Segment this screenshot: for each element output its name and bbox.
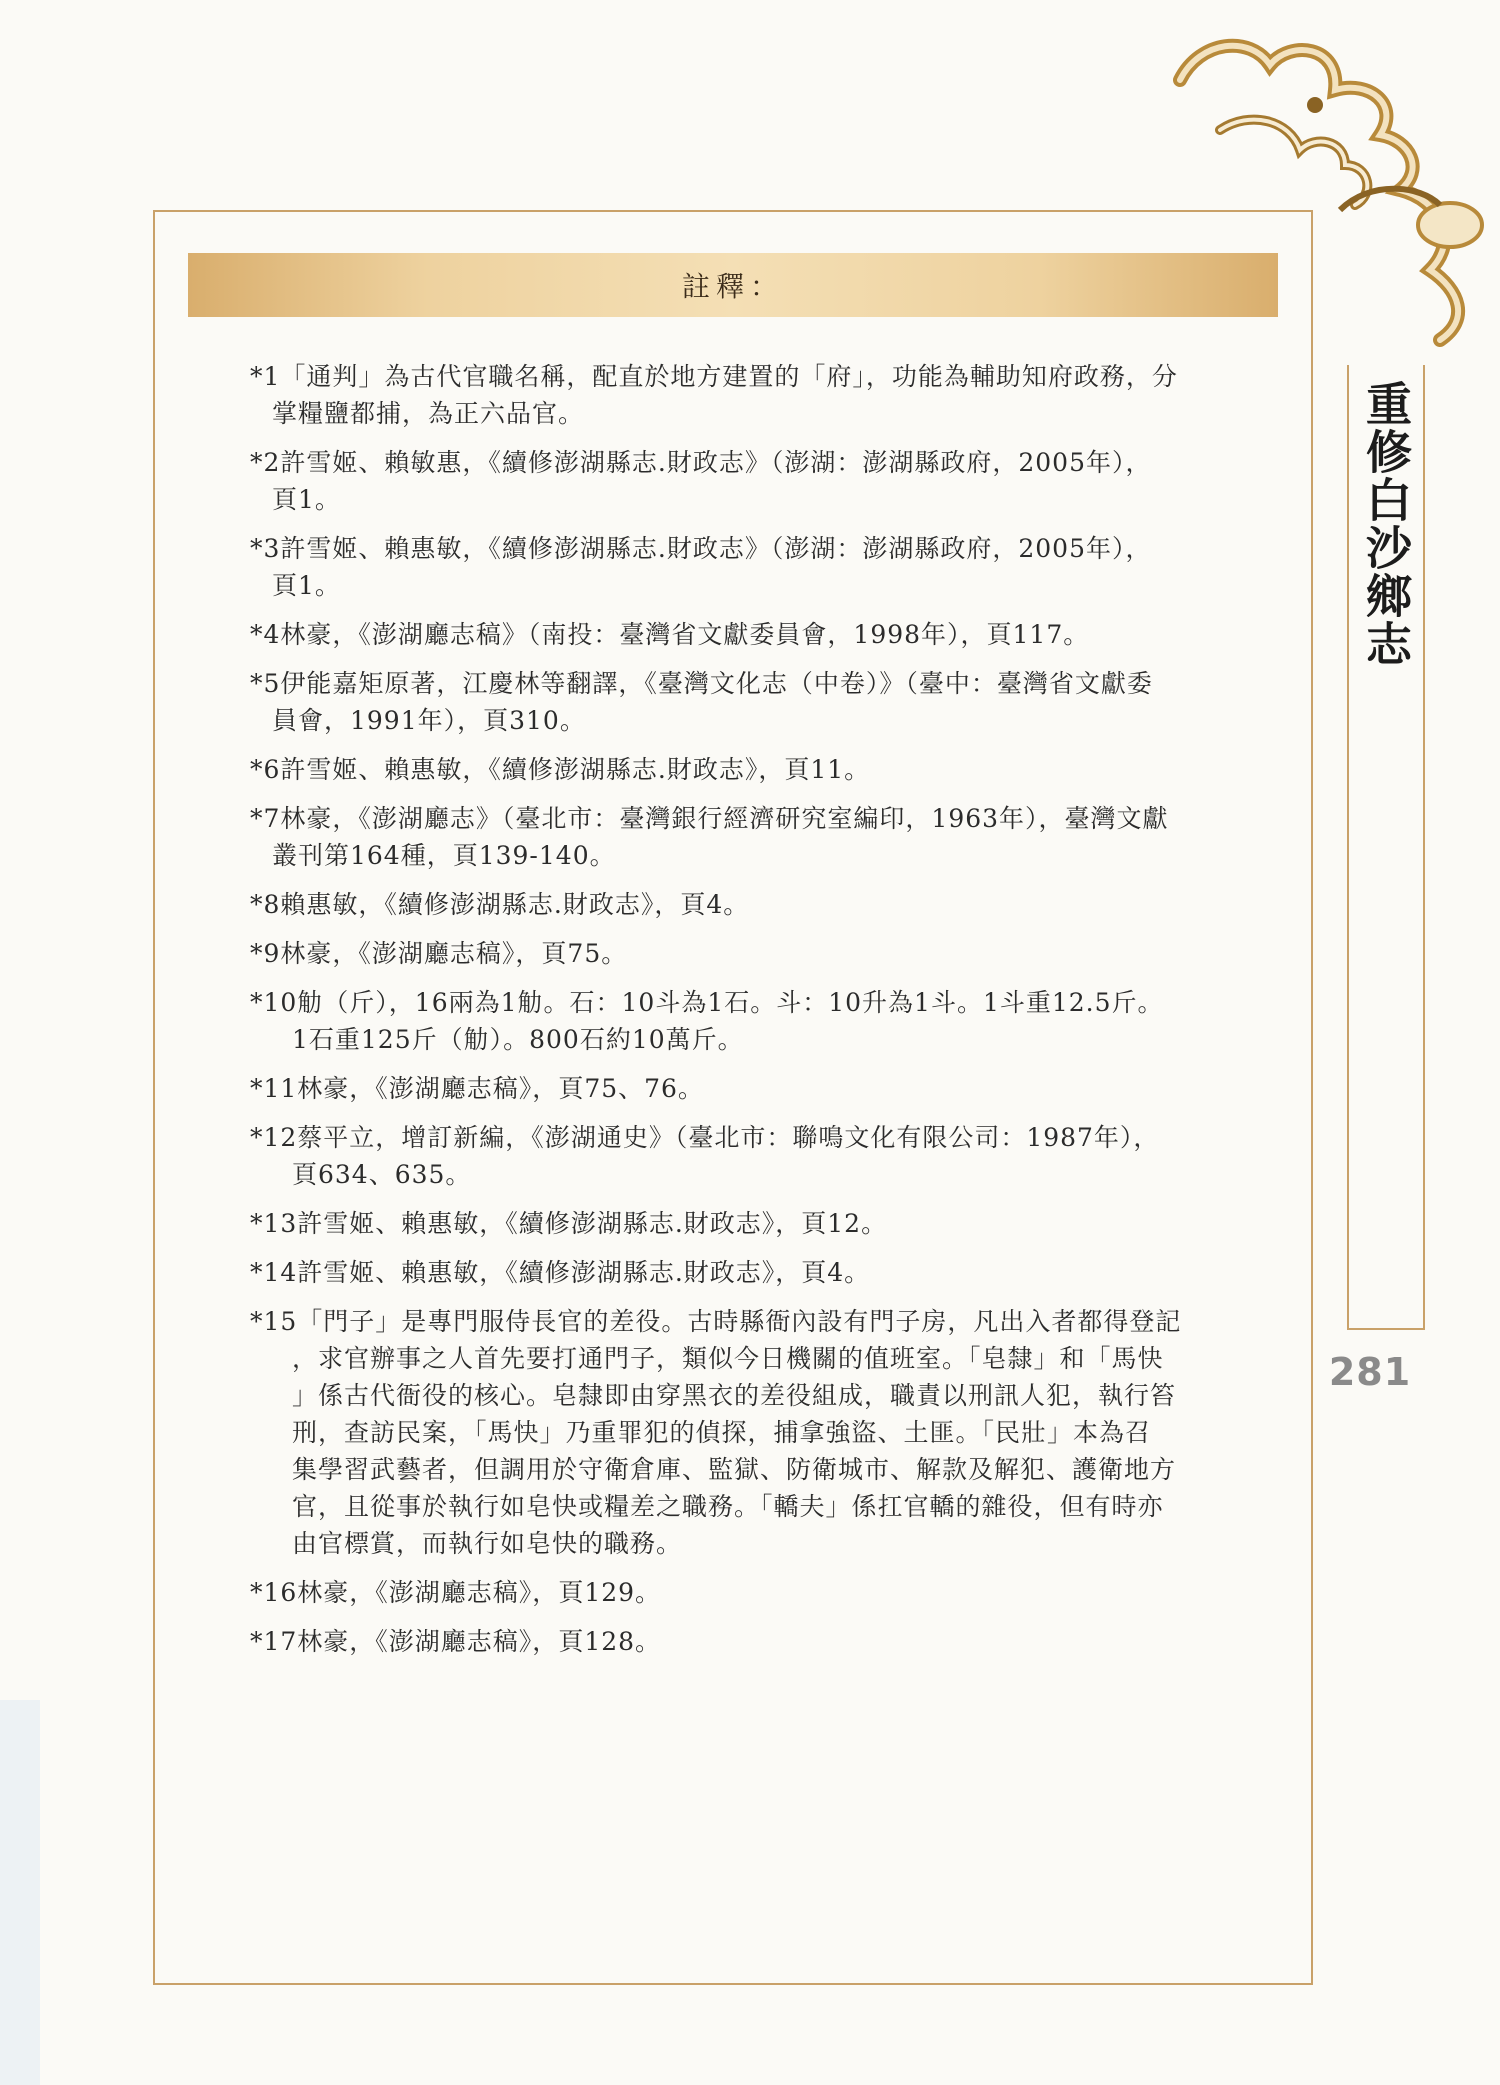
footnote-7 bbox=[250, 800, 1285, 874]
footnote-line: *8賴惠敏，《續修澎湖縣志.財政志》，頁4。 bbox=[250, 890, 750, 919]
footnote-5 bbox=[250, 665, 1285, 739]
footnote-line: 叢刊第164種，頁139-140。 bbox=[272, 841, 616, 870]
footnote-17 bbox=[250, 1623, 1285, 1660]
footnote-line: *14許雪姬、賴惠敏，《續修澎湖縣志.財政志》，頁4。 bbox=[250, 1258, 871, 1287]
footnote-line: *7林豪，《澎湖廳志》（臺北市：臺灣銀行經濟研究室編印，1963年），臺灣文獻 bbox=[250, 804, 1169, 833]
footnote-line: 頁1。 bbox=[272, 485, 341, 514]
footnote-8 bbox=[250, 886, 1285, 923]
footnote-line: *15「門子」是專門服侍長官的差役。古時縣衙內設有門子房，凡出入者都得登記 bbox=[250, 1307, 1182, 1336]
footnote-line: 掌糧鹽都捕，為正六品官。 bbox=[272, 399, 585, 428]
footnote-line: 官，且從事於執行如皂快或糧差之職務。「轎夫」係扛官轎的雜役，但有時亦 bbox=[292, 1492, 1164, 1521]
footnote-6 bbox=[250, 751, 1285, 788]
footnote-line: *11林豪，《澎湖廳志稿》，頁75、76。 bbox=[250, 1074, 704, 1103]
footnote-line: *10觔（斤），16兩為1觔。石：10斗為1石。斗：10升為1斗。1斗重12.5斤。 bbox=[250, 988, 1164, 1017]
footnote-4 bbox=[250, 616, 1285, 653]
footnote-1 bbox=[250, 358, 1285, 432]
scan-smear-decoration bbox=[0, 1700, 60, 2085]
footnote-9 bbox=[250, 935, 1285, 972]
footnote-line: *12蔡平立，增訂新編，《澎湖通史》（臺北市：聯鳴文化有限公司：1987年）， bbox=[250, 1123, 1160, 1152]
notes-list bbox=[250, 358, 1285, 1672]
footnote-11 bbox=[250, 1070, 1285, 1107]
footnote-line: *3許雪姬、賴惠敏，《續修澎湖縣志.財政志》（澎湖：澎湖縣政府，2005年）， bbox=[250, 534, 1152, 563]
page-number: 281 bbox=[1328, 1350, 1412, 1394]
footnote-line: *2許雪姬、賴敏惠，《續修澎湖縣志.財政志》（澎湖：澎湖縣政府，2005年）， bbox=[250, 448, 1152, 477]
footnote-line: 員會，1991年），頁310。 bbox=[272, 706, 586, 735]
notes-header-title: 註釋： bbox=[681, 270, 784, 303]
footnote-line: 由官標賞，而執行如皂快的職務。 bbox=[292, 1529, 683, 1558]
footnote-line: *13許雪姬、賴惠敏，《續修澎湖縣志.財政志》，頁12。 bbox=[250, 1209, 888, 1238]
footnote-line: 」係古代衙役的核心。皂隸即由穿黑衣的差役組成，職責以刑訊人犯，執行笞 bbox=[292, 1381, 1177, 1410]
footnote-line: 刑，查訪民案，「馬快」乃重罪犯的偵探，捕拿強盜、土匪。「民壯」本為召 bbox=[292, 1418, 1152, 1447]
notes-header-band bbox=[188, 253, 1278, 317]
footnote-line: *17林豪，《澎湖廳志稿》，頁128。 bbox=[250, 1627, 662, 1656]
footnote-3 bbox=[250, 530, 1285, 604]
footnote-line: *5伊能嘉矩原著，江慶林等翻譯，《臺灣文化志（中卷）》（臺中：臺灣省文獻委 bbox=[250, 669, 1153, 698]
book-title: 重修白沙鄉志 bbox=[1359, 380, 1413, 668]
footnote-line: *9林豪，《澎湖廳志稿》，頁75。 bbox=[250, 939, 628, 968]
footnote-15 bbox=[250, 1303, 1285, 1562]
footnote-13 bbox=[250, 1205, 1285, 1242]
footnote-line: *16林豪，《澎湖廳志稿》，頁129。 bbox=[250, 1578, 662, 1607]
footnote-10 bbox=[250, 984, 1285, 1058]
footnote-12 bbox=[250, 1119, 1285, 1193]
footnote-line: 頁634、635。 bbox=[292, 1160, 472, 1189]
footnote-2 bbox=[250, 444, 1285, 518]
footnote-14 bbox=[250, 1254, 1285, 1291]
footnote-line: *4林豪，《澎湖廳志稿》（南投：臺灣省文獻委員會，1998年），頁117。 bbox=[250, 620, 1090, 649]
footnote-line: *6許雪姬、賴惠敏，《續修澎湖縣志.財政志》，頁11。 bbox=[250, 755, 871, 784]
footnote-line: 1石重125斤（觔）。800石約10萬斤。 bbox=[292, 1025, 744, 1054]
footnote-line: 頁1。 bbox=[272, 571, 341, 600]
footnote-16 bbox=[250, 1574, 1285, 1611]
footnote-line: *1「通判」為古代官職名稱，配直於地方建置的「府」，功能為輔助知府政務，分 bbox=[250, 362, 1178, 391]
footnote-line: 集學習武藝者，但調用於守衛倉庫、監獄、防衛城市、解款及解犯、護衛地方 bbox=[292, 1455, 1177, 1484]
footnote-line: ，求官辦事之人首先要打通門子，類似今日機關的值班室。「皂隸」和「馬快 bbox=[292, 1344, 1164, 1373]
